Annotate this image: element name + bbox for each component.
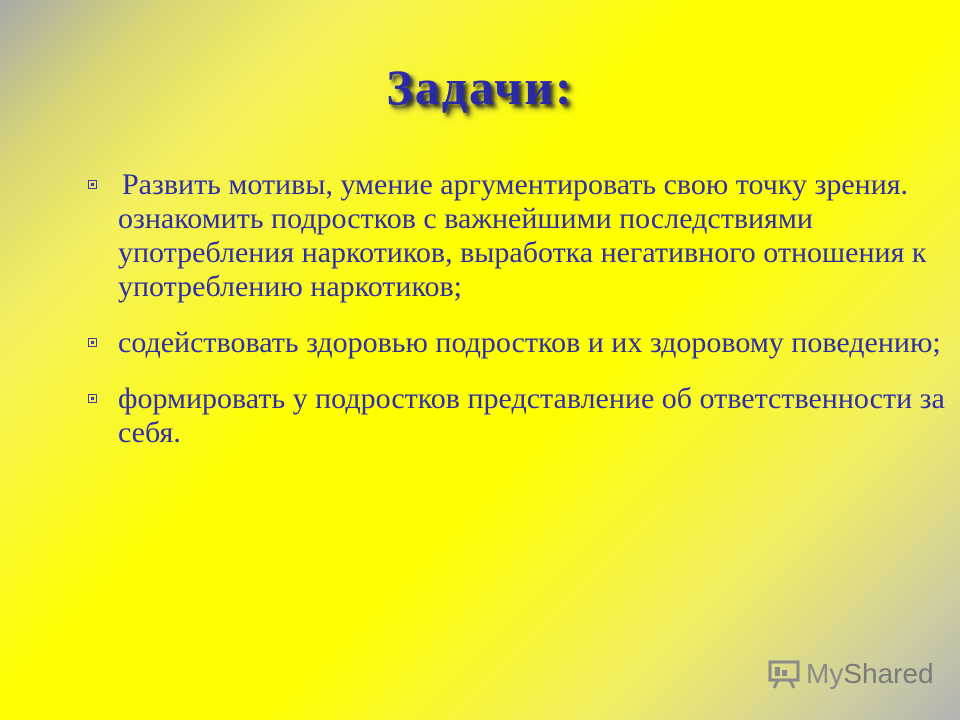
list-item-1-line-1: Развить мотивы, умение аргументировать свою точку зрения. [122,168,909,201]
list-item-3-text: формировать у подростков представление об ответственности за себя. [118,382,945,449]
square-bullet-icon [88,338,97,347]
list-item-2 [88,326,948,360]
presentation-board-icon [768,658,800,690]
list-item-2-text: содействовать здоровью подростков и их здоровому поведению; [118,326,941,359]
square-bullet-icon [88,394,97,403]
watermark-text-my: My [806,658,844,689]
list-item-1-line-2: ознакомить подростков с важнейшими последствиями употребления наркотиков, выработка негативного отношения к употреблению наркотиков; [118,202,927,303]
myshared-watermark [768,656,934,692]
task-list [88,168,948,472]
square-bullet-icon [88,180,97,189]
watermark-text [806,658,934,690]
watermark-text-shared: Shared [843,658,934,689]
list-item-3 [88,382,948,450]
slide-title: Задачи: [386,59,574,115]
list-item-1 [88,168,948,304]
